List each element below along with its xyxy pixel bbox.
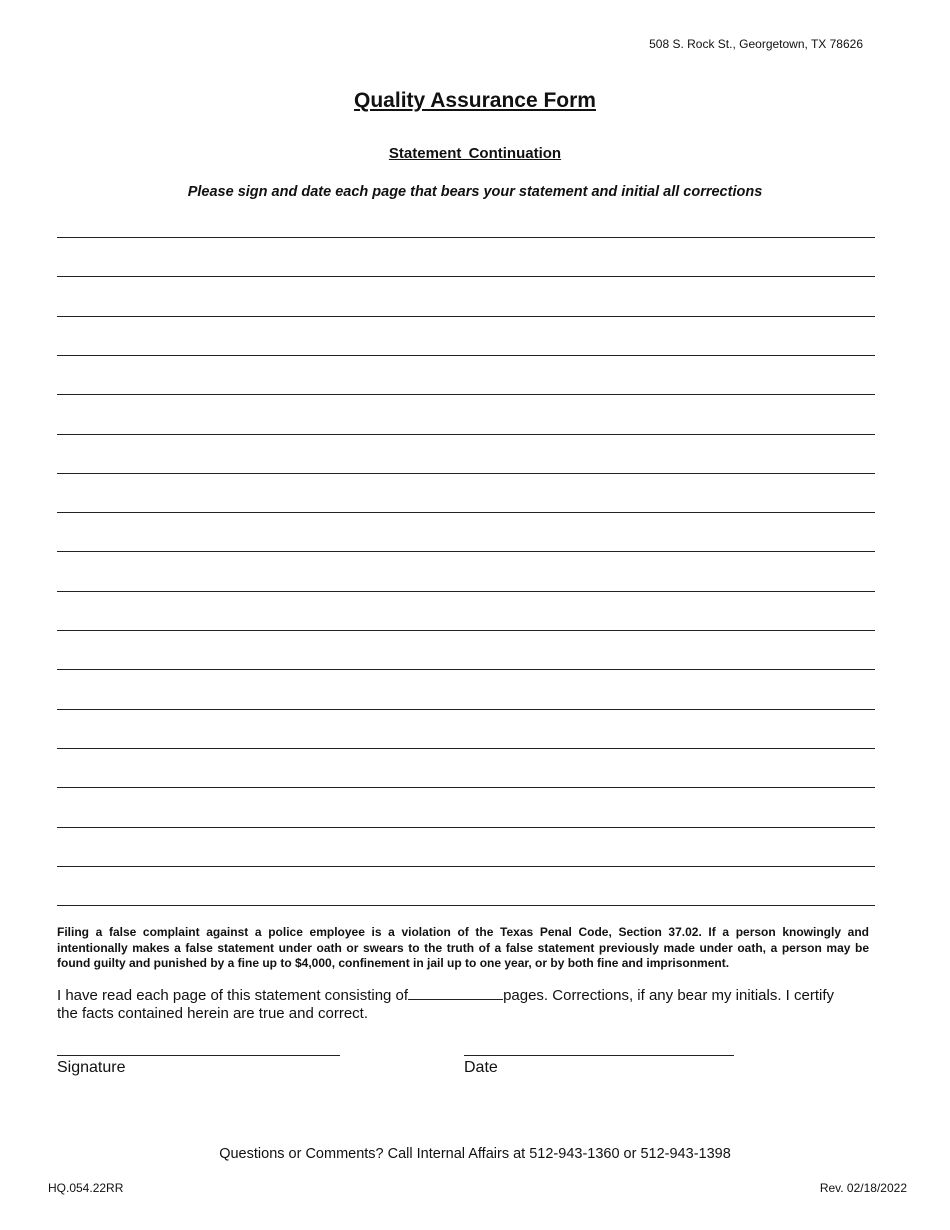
header-address: 508 S. Rock St., Georgetown, TX 78626	[649, 37, 863, 51]
revision-date: Rev. 02/18/2022	[819, 1181, 907, 1195]
statement-line[interactable]	[57, 512, 875, 513]
form-number: HQ.054.22RR	[48, 1181, 124, 1195]
signature-label: Signature	[57, 1059, 126, 1076]
statement-line[interactable]	[57, 316, 875, 317]
signature-line[interactable]	[57, 1055, 340, 1056]
certification-after: pages. Corrections, if any bear my initials. I certify the facts contained herein are true and correct.	[57, 987, 835, 1022]
statement-line[interactable]	[57, 355, 875, 356]
statement-line[interactable]	[57, 630, 875, 631]
contact-info: Questions or Comments? Call Internal Affairs at 512-943-1360 or 512-943-1398	[219, 1146, 731, 1162]
statement-line[interactable]	[57, 905, 875, 906]
certification-text	[57, 987, 847, 1023]
false-complaint-warning: Filing a false complaint against a police employee is a violation of the Texas Penal Code, Section 37.02. If a person knowingly and intentionally makes a false statement under oath or swears to the truth of a false statement previously made under oath, a person may be found guilty and punished by a fine up to $4,000, confinement in jail up to one year, or by both fine and imprisonment.	[57, 925, 869, 970]
form-subtitle: Statement Continuation	[388, 145, 562, 162]
statement-line[interactable]	[57, 276, 875, 277]
date-label: Date	[464, 1059, 498, 1076]
statement-line[interactable]	[57, 827, 875, 828]
statement-line[interactable]	[57, 669, 875, 670]
statement-line[interactable]	[57, 866, 875, 867]
page-count-field[interactable]	[408, 987, 503, 1000]
certification-before: I have read each page of this statement consisting of	[57, 987, 409, 1004]
statement-line[interactable]	[57, 394, 875, 395]
form-title: Quality Assurance Form	[354, 89, 596, 112]
statement-line[interactable]	[57, 591, 875, 592]
date-line[interactable]	[464, 1055, 734, 1056]
statement-line[interactable]	[57, 551, 875, 552]
instruction-text: Please sign and date each page that bears your statement and initial all corrections	[187, 184, 763, 200]
statement-line[interactable]	[57, 748, 875, 749]
statement-line[interactable]	[57, 237, 875, 238]
statement-line[interactable]	[57, 787, 875, 788]
statement-line[interactable]	[57, 709, 875, 710]
statement-line[interactable]	[57, 434, 875, 435]
statement-line[interactable]	[57, 473, 875, 474]
